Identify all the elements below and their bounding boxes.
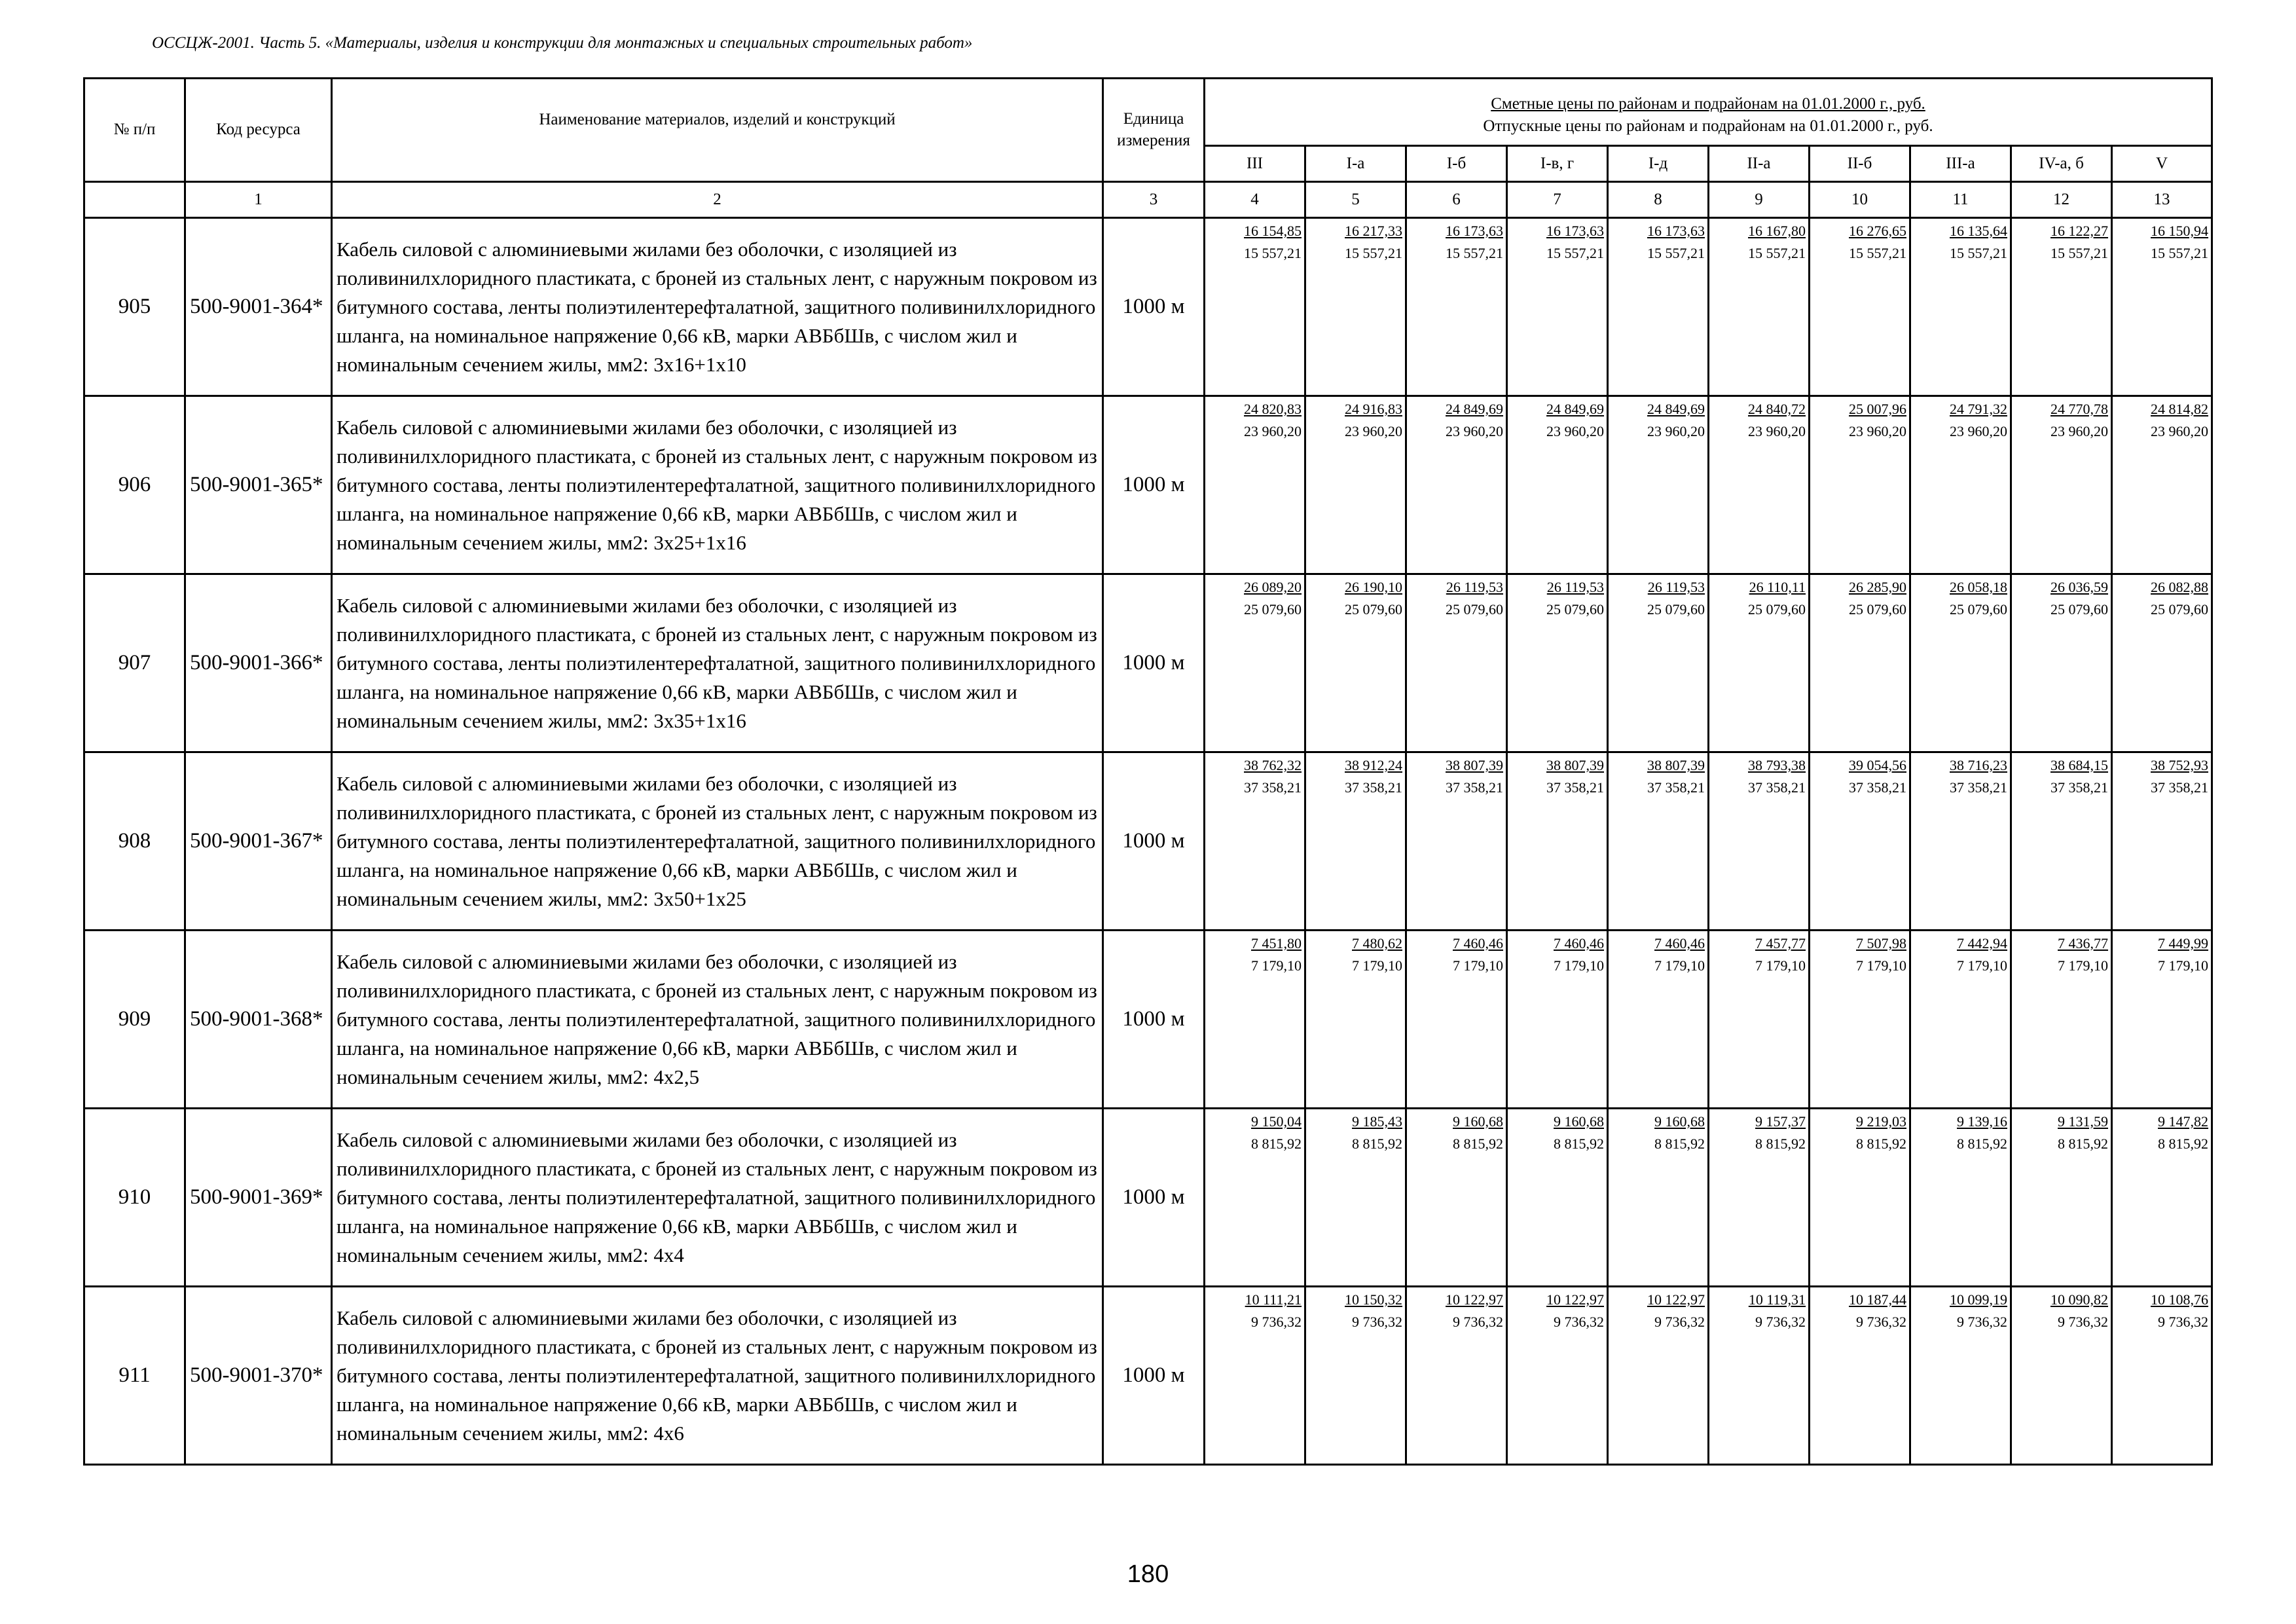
price-cell [1810,396,1910,574]
release-price: 8 815,92 [2058,1135,2108,1152]
release-price: 15 557,21 [2151,245,2209,261]
price-cell [2112,931,2212,1109]
release-price: 8 815,92 [1251,1135,1302,1152]
row-number: 906 [84,396,185,574]
price-cell [1910,574,2011,752]
estimated-price: 9 160,68 [1453,1113,1503,1130]
estimated-price: 16 217,33 [1345,223,1402,239]
price-cell [1810,1287,1910,1465]
release-price: 37 358,21 [2050,779,2108,796]
release-price: 8 815,92 [2158,1135,2209,1152]
estimated-price: 38 807,39 [1647,757,1705,773]
estimated-price: 16 154,85 [1244,223,1302,239]
prices-header-estimate: Сметные цены по районам и подрайонам на 01.01.2000 г., руб. [1491,94,1925,113]
estimated-price: 24 916,83 [1345,401,1402,417]
release-price: 37 358,21 [1345,779,1402,796]
price-cell [2011,218,2112,396]
estimated-price: 10 099,19 [1950,1291,2007,1308]
table-row [84,396,2212,574]
release-price: 9 736,32 [1654,1314,1705,1330]
release-price: 15 557,21 [1950,245,2007,261]
price-cell [1910,752,2011,931]
estimated-price: 7 460,46 [1654,935,1705,951]
resource-code: 500-9001-370* [185,1287,332,1465]
price-cell [1910,396,2011,574]
estimated-price: 10 122,97 [1446,1291,1503,1308]
release-price: 37 358,21 [2151,779,2209,796]
release-price: 15 557,21 [2050,245,2108,261]
unit-of-measure: 1000 м [1103,574,1205,752]
estimated-price: 24 814,82 [2151,401,2209,417]
release-price: 15 557,21 [1849,245,1906,261]
material-name: Кабель силовой с алюминиевыми жилами без оболочки, с изоляцией из поливинилхлоридного пластиката, с броней из стальных лент, с наружным покровом из битумного состава, ленты полиэтилентерефталатной, защитного поливинилхлоридного шланга, на номинальное напряжение 0,66 кВ, марки АВБбШв, с числом жил и номинальным сечением жилы, мм2: 3х25+1х16 [332,396,1103,574]
price-cell [1709,218,1810,396]
price-cell [1810,574,1910,752]
material-name: Кабель силовой с алюминиевыми жилами без оболочки, с изоляцией из поливинилхлоридного пластиката, с броней из стальных лент, с наружным покровом из битумного состава, ленты полиэтилентерефталатной, защитного поливинилхлоридного шланга, на номинальное напряжение 0,66 кВ, марки АВБбШв, с числом жил и номинальным сечением жилы, мм2: 3х50+1х25 [332,752,1103,931]
table-row [84,931,2212,1109]
price-cell [1406,218,1507,396]
region-header: I-а [1305,146,1406,182]
estimated-price: 7 442,94 [1957,935,2007,951]
column-number-row [84,182,2212,218]
release-price: 9 736,32 [1957,1314,2007,1330]
price-cell [1910,218,2011,396]
estimated-price: 24 770,78 [2050,401,2108,417]
column-number: 5 [1305,182,1406,218]
table-row [84,1109,2212,1287]
estimated-price: 26 190,10 [1345,579,1402,595]
region-header: I-в, г [1507,146,1608,182]
release-price: 25 079,60 [1950,601,2007,618]
material-name: Кабель силовой с алюминиевыми жилами без оболочки, с изоляцией из поливинилхлоридного пластиката, с броней из стальных лент, с наружным покровом из битумного состава, ленты полиэтилентерефталатной, защитного поливинилхлоридного шланга, на номинальное напряжение 0,66 кВ, марки АВБбШв, с числом жил и номинальным сечением жилы, мм2: 4х2,5 [332,931,1103,1109]
estimated-price: 10 187,44 [1849,1291,1906,1308]
release-price: 7 179,10 [1453,957,1503,974]
price-cell [2112,1109,2212,1287]
release-price: 25 079,60 [2151,601,2209,618]
release-price: 37 358,21 [1446,779,1503,796]
estimated-price: 9 219,03 [1856,1113,1906,1130]
estimated-price: 38 793,38 [1748,757,1806,773]
estimated-price: 9 185,43 [1352,1113,1402,1130]
price-cell [1608,931,1709,1109]
release-price: 15 557,21 [1748,245,1806,261]
table-body [84,218,2212,1465]
table-row [84,218,2212,396]
price-cell [1205,931,1305,1109]
material-name: Кабель силовой с алюминиевыми жилами без оболочки, с изоляцией из поливинилхлоридного пластиката, с броней из стальных лент, с наружным покровом из битумного состава, ленты полиэтилентерефталатной, защитного поливинилхлоридного шланга, на номинальное напряжение 0,66 кВ, марки АВБбШв, с числом жил и номинальным сечением жилы, мм2: 3х16+1х10 [332,218,1103,396]
estimated-price: 16 150,94 [2151,223,2209,239]
estimated-price: 24 791,32 [1950,401,2007,417]
region-header: I-д [1608,146,1709,182]
estimated-price: 7 507,98 [1856,935,1906,951]
release-price: 37 358,21 [1546,779,1604,796]
estimated-price: 10 150,32 [1345,1291,1402,1308]
material-name: Кабель силовой с алюминиевыми жилами без оболочки, с изоляцией из поливинилхлоридного пластиката, с броней из стальных лент, с наружным покровом из битумного состава, ленты полиэтилентерефталатной, защитного поливинилхлоридного шланга, на номинальное напряжение 0,66 кВ, марки АВБбШв, с числом жил и номинальным сечением жилы, мм2: 4х4 [332,1109,1103,1287]
price-cell [1810,1109,1910,1287]
release-price: 7 179,10 [1856,957,1906,974]
table-row [84,1287,2212,1465]
region-header: I-б [1406,146,1507,182]
release-price: 37 358,21 [1647,779,1705,796]
resource-code: 500-9001-369* [185,1109,332,1287]
column-number: 9 [1709,182,1810,218]
unit-of-measure: 1000 м [1103,931,1205,1109]
resource-code: 500-9001-365* [185,396,332,574]
estimated-price: 16 173,63 [1546,223,1604,239]
estimated-price: 38 762,32 [1244,757,1302,773]
resource-code: 500-9001-366* [185,574,332,752]
release-price: 23 960,20 [1849,423,1906,439]
estimated-price: 9 139,16 [1957,1113,2007,1130]
row-number: 905 [84,218,185,396]
price-cell [2011,1109,2112,1287]
estimated-price: 10 122,97 [1546,1291,1604,1308]
estimated-price: 26 058,18 [1950,579,2007,595]
column-number: 4 [1205,182,1305,218]
price-cell [1205,1109,1305,1287]
unit-of-measure: 1000 м [1103,1287,1205,1465]
estimated-price: 16 173,63 [1446,223,1503,239]
estimated-price: 24 849,69 [1647,401,1705,417]
column-number: 3 [1103,182,1205,218]
estimated-price: 38 684,15 [2050,757,2108,773]
release-price: 25 079,60 [1244,601,1302,618]
estimated-price: 26 285,90 [1849,579,1906,595]
price-table [83,77,2213,1466]
price-cell [1910,931,2011,1109]
release-price: 8 815,92 [1654,1135,1705,1152]
estimated-price: 10 111,21 [1245,1291,1302,1308]
price-cell [1507,752,1608,931]
price-cell [1910,1109,2011,1287]
document-header-title: ОССЦЖ-2001. Часть 5. «Материалы, изделия и конструкции для монтажных и специальных строительных работ» [152,34,973,52]
resource-code: 500-9001-367* [185,752,332,931]
estimated-price: 26 110,11 [1749,579,1806,595]
price-cell [1910,1287,2011,1465]
release-price: 25 079,60 [1849,601,1906,618]
estimated-price: 7 460,46 [1453,935,1503,951]
column-number [84,182,185,218]
estimated-price: 26 089,20 [1244,579,1302,595]
release-price: 9 736,32 [1856,1314,1906,1330]
price-cell [1507,1109,1608,1287]
price-cell [1205,218,1305,396]
estimated-price: 7 457,77 [1755,935,1806,951]
release-price: 8 815,92 [1957,1135,2007,1152]
price-cell [1305,1287,1406,1465]
release-price: 7 179,10 [2058,957,2108,974]
table-row [84,752,2212,931]
column-header-number: № п/п [84,79,185,182]
release-price: 9 736,32 [2058,1314,2108,1330]
price-cell [1507,931,1608,1109]
estimated-price: 10 090,82 [2050,1291,2108,1308]
price-cell [1810,752,1910,931]
resource-code: 500-9001-364* [185,218,332,396]
estimated-price: 39 054,56 [1849,757,1906,773]
price-cell [1709,396,1810,574]
price-cell [1507,218,1608,396]
estimated-price: 26 082,88 [2151,579,2209,595]
release-price: 8 815,92 [1755,1135,1806,1152]
material-name: Кабель силовой с алюминиевыми жилами без оболочки, с изоляцией из поливинилхлоридного пластиката, с броней из стальных лент, с наружным покровом из битумного состава, ленты полиэтилентерефталатной, защитного поливинилхлоридного шланга, на номинальное напряжение 0,66 кВ, марки АВБбШв, с числом жил и номинальным сечением жилы, мм2: 3х35+1х16 [332,574,1103,752]
estimated-price: 16 276,65 [1849,223,1906,239]
price-cell [1608,1109,1709,1287]
release-price: 23 960,20 [1647,423,1705,439]
release-price: 15 557,21 [1244,245,1302,261]
estimated-price: 7 460,46 [1554,935,1604,951]
price-cell [1205,396,1305,574]
release-price: 8 815,92 [1352,1135,1402,1152]
price-cell [1709,931,1810,1109]
estimated-price: 7 436,77 [2058,935,2108,951]
price-cell [1709,1109,1810,1287]
release-price: 37 358,21 [1849,779,1906,796]
price-cell [1305,396,1406,574]
release-price: 15 557,21 [1345,245,1402,261]
estimated-price: 25 007,96 [1849,401,1906,417]
price-cell [1810,931,1910,1109]
price-cell [1305,1109,1406,1287]
column-number: 6 [1406,182,1507,218]
estimated-price: 7 480,62 [1352,935,1402,951]
estimated-price: 7 449,99 [2158,935,2209,951]
estimated-price: 9 157,37 [1755,1113,1806,1130]
region-header: III-а [1910,146,2011,182]
price-cell [1205,752,1305,931]
estimated-price: 38 716,23 [1950,757,2007,773]
price-cell [1406,931,1507,1109]
region-header: III [1205,146,1305,182]
price-cell [2011,396,2112,574]
release-price: 25 079,60 [1546,601,1604,618]
row-number: 910 [84,1109,185,1287]
price-cell [1608,218,1709,396]
release-price: 7 179,10 [2158,957,2209,974]
price-cell [1305,752,1406,931]
region-header: V [2112,146,2212,182]
price-cell [1608,1287,1709,1465]
release-price: 23 960,20 [2151,423,2209,439]
release-price: 25 079,60 [2050,601,2108,618]
estimated-price: 24 840,72 [1748,401,1806,417]
estimated-price: 7 451,80 [1251,935,1302,951]
region-header: II-б [1810,146,1910,182]
release-price: 25 079,60 [1647,601,1705,618]
estimated-price: 16 167,80 [1748,223,1806,239]
estimated-price: 38 752,93 [2151,757,2209,773]
release-price: 25 079,60 [1446,601,1503,618]
price-cell [1406,752,1507,931]
price-cell [1406,396,1507,574]
release-price: 23 960,20 [1345,423,1402,439]
unit-of-measure: 1000 м [1103,752,1205,931]
release-price: 23 960,20 [1446,423,1503,439]
price-cell [1406,574,1507,752]
price-cell [1406,1287,1507,1465]
column-header-unit: Единица измерения [1103,79,1205,182]
price-cell [2112,396,2212,574]
column-header-prices [1205,79,2212,146]
estimated-price: 16 173,63 [1647,223,1705,239]
price-cell [1305,218,1406,396]
page-number: 180 [1127,1560,1169,1588]
release-price: 37 358,21 [1950,779,2007,796]
column-number: 12 [2011,182,2112,218]
price-cell [1608,752,1709,931]
table-row [84,574,2212,752]
price-cell [1608,396,1709,574]
release-price: 8 815,92 [1856,1135,1906,1152]
release-price: 8 815,92 [1453,1135,1503,1152]
price-cell [1608,574,1709,752]
estimated-price: 10 108,76 [2151,1291,2209,1308]
estimated-price: 10 119,31 [1748,1291,1806,1308]
estimated-price: 9 131,59 [2058,1113,2108,1130]
estimated-price: 16 135,64 [1950,223,2007,239]
release-price: 23 960,20 [2050,423,2108,439]
price-cell [2011,931,2112,1109]
estimated-price: 24 849,69 [1546,401,1604,417]
column-number: 10 [1810,182,1910,218]
release-price: 15 557,21 [1446,245,1503,261]
price-cell [1709,1287,1810,1465]
estimated-price: 10 122,97 [1647,1291,1705,1308]
release-price: 9 736,32 [1352,1314,1402,1330]
estimated-price: 9 160,68 [1554,1113,1604,1130]
release-price: 7 179,10 [1251,957,1302,974]
column-number: 7 [1507,182,1608,218]
resource-code: 500-9001-368* [185,931,332,1109]
release-price: 23 960,20 [1950,423,2007,439]
estimated-price: 38 912,24 [1345,757,1402,773]
region-header: IV-а, б [2011,146,2112,182]
row-number: 911 [84,1287,185,1465]
unit-of-measure: 1000 м [1103,218,1205,396]
prices-header-release: Отпускные цены по районам и подрайонам на 01.01.2000 г., руб. [1483,117,1933,135]
price-cell [2011,752,2112,931]
column-number: 2 [332,182,1103,218]
price-cell [1205,574,1305,752]
release-price: 7 179,10 [1654,957,1705,974]
price-cell [2112,1287,2212,1465]
price-cell [1507,1287,1608,1465]
unit-of-measure: 1000 м [1103,1109,1205,1287]
price-cell [1305,574,1406,752]
price-cell [1305,931,1406,1109]
release-price: 9 736,32 [2158,1314,2209,1330]
release-price: 7 179,10 [1957,957,2007,974]
price-cell [1709,752,1810,931]
release-price: 15 557,21 [1647,245,1705,261]
release-price: 9 736,32 [1554,1314,1604,1330]
estimated-price: 26 036,59 [2050,579,2108,595]
column-number: 13 [2112,182,2212,218]
estimated-price: 24 820,83 [1244,401,1302,417]
release-price: 9 736,32 [1453,1314,1503,1330]
release-price: 23 960,20 [1546,423,1604,439]
release-price: 25 079,60 [1345,601,1402,618]
estimated-price: 38 807,39 [1446,757,1503,773]
release-price: 25 079,60 [1748,601,1806,618]
price-cell [2011,1287,2112,1465]
estimated-price: 26 119,53 [1446,579,1503,595]
region-header: II-а [1709,146,1810,182]
estimated-price: 9 150,04 [1251,1113,1302,1130]
column-header-code: Код ресурса [185,79,332,182]
price-cell [2112,218,2212,396]
estimated-price: 26 119,53 [1546,579,1604,595]
release-price: 23 960,20 [1748,423,1806,439]
release-price: 8 815,92 [1554,1135,1604,1152]
release-price: 23 960,20 [1244,423,1302,439]
release-price: 7 179,10 [1755,957,1806,974]
release-price: 9 736,32 [1755,1314,1806,1330]
price-cell [1205,1287,1305,1465]
unit-of-measure: 1000 м [1103,396,1205,574]
estimated-price: 24 849,69 [1446,401,1503,417]
release-price: 37 358,21 [1244,779,1302,796]
estimated-price: 9 147,82 [2158,1113,2209,1130]
row-number: 907 [84,574,185,752]
release-price: 7 179,10 [1554,957,1604,974]
estimated-price: 16 122,27 [2050,223,2108,239]
column-number: 11 [1910,182,2011,218]
material-name: Кабель силовой с алюминиевыми жилами без оболочки, с изоляцией из поливинилхлоридного пластиката, с броней из стальных лент, с наружным покровом из битумного состава, ленты полиэтилентерефталатной, защитного поливинилхлоридного шланга, на номинальное напряжение 0,66 кВ, марки АВБбШв, с числом жил и номинальным сечением жилы, мм2: 4х6 [332,1287,1103,1465]
price-cell [1507,396,1608,574]
column-header-name: Наименование материалов, изделий и конструкций [332,79,1103,182]
row-number: 909 [84,931,185,1109]
row-number: 908 [84,752,185,931]
price-cell [1709,574,1810,752]
price-cell [1406,1109,1507,1287]
estimated-price: 38 807,39 [1546,757,1604,773]
release-price: 7 179,10 [1352,957,1402,974]
price-cell [1507,574,1608,752]
estimated-price: 26 119,53 [1647,579,1705,595]
estimated-price: 9 160,68 [1654,1113,1705,1130]
price-cell [2011,574,2112,752]
release-price: 9 736,32 [1251,1314,1302,1330]
price-cell [2112,574,2212,752]
release-price: 15 557,21 [1546,245,1604,261]
release-price: 37 358,21 [1748,779,1806,796]
column-number: 1 [185,182,332,218]
column-number: 8 [1608,182,1709,218]
price-cell [1810,218,1910,396]
price-cell [2112,752,2212,931]
